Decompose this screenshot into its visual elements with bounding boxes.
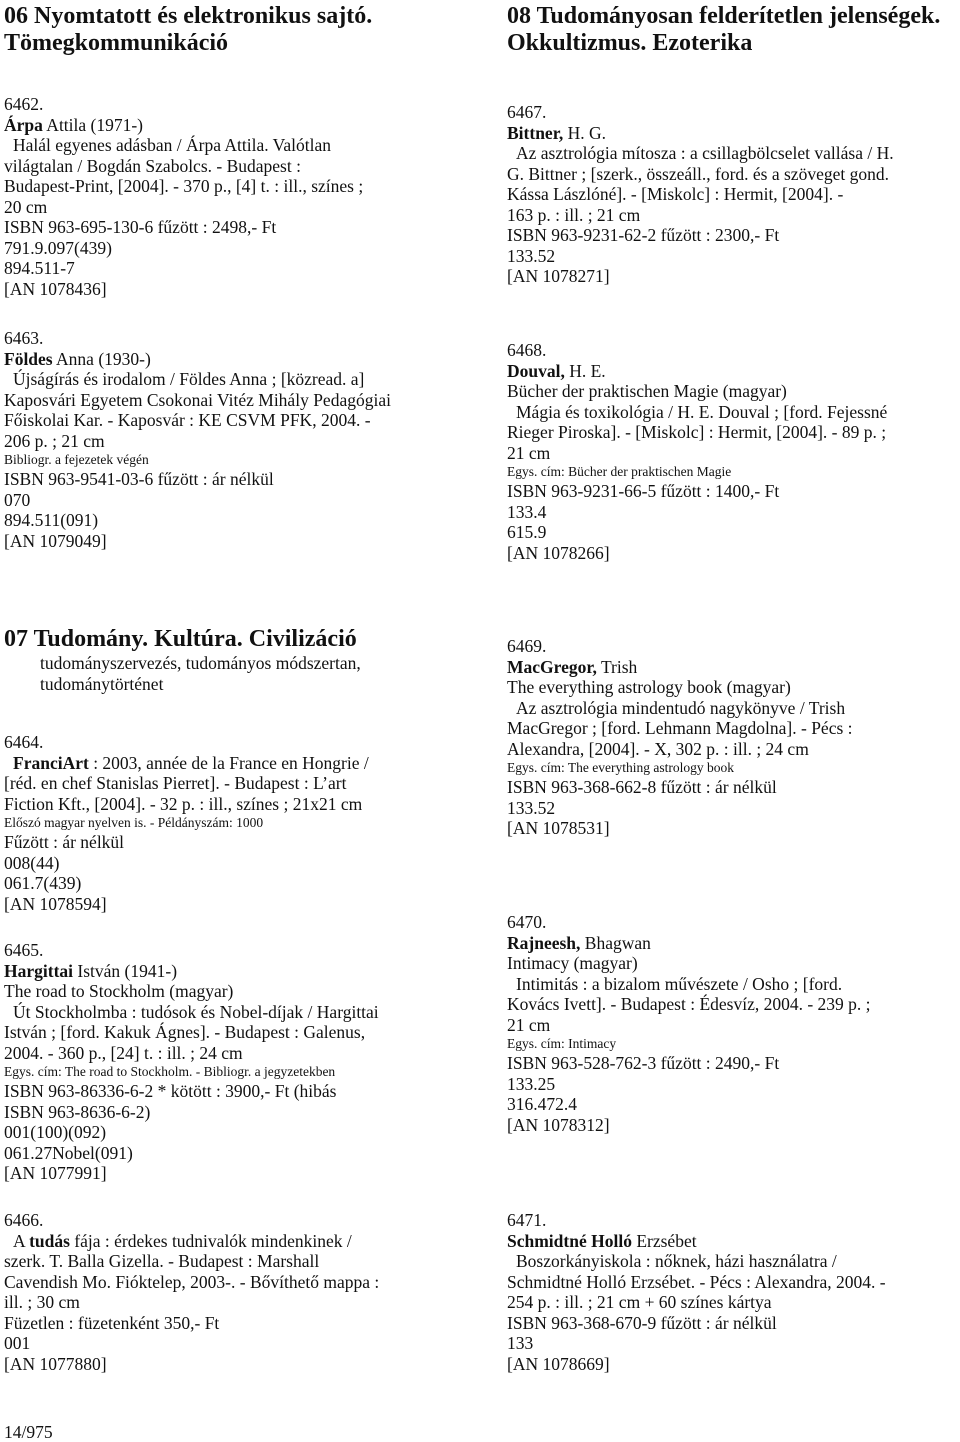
- entry-line: [507, 1074, 960, 1095]
- entry-line: [507, 463, 960, 481]
- catalog-entry-6466: [4, 1210, 459, 1374]
- entry-line: [507, 246, 960, 267]
- entry-line: [507, 502, 960, 523]
- entry-number: [4, 732, 459, 753]
- entry-text: Egys. cím: The everything astrology book: [507, 760, 734, 775]
- entry-line: [4, 1354, 459, 1375]
- entry-line: [507, 225, 960, 246]
- entry-line: [4, 176, 459, 197]
- entry-text: ill. ; 30 cm: [4, 1292, 80, 1312]
- section-heading-06: [4, 3, 372, 57]
- entry-text: Egys. cím: Bücher der praktischen Magie: [507, 464, 732, 479]
- entry-text: 6462.: [4, 94, 44, 114]
- entry-text: 6471.: [507, 1210, 547, 1230]
- entry-text: Rieger Piroska]. - [Miskolc] : Hermit, [2004]. - 89 p. ;: [507, 422, 887, 442]
- entry-text: szerk. T. Balla Gizella. - Budapest : Marshall: [4, 1251, 320, 1271]
- entry-line: [4, 279, 459, 300]
- entry-line: [4, 451, 459, 469]
- entry-line: [4, 1063, 459, 1081]
- entry-number: [507, 340, 960, 361]
- entry-text: 133.4: [507, 501, 547, 522]
- entry-line: [4, 753, 459, 774]
- entry-line: [507, 739, 960, 760]
- section-title-line: Okkultizmus. Ezoterika: [507, 30, 753, 56]
- entry-text: 254 p. : ill. ; 21 cm + 60 színes kártya: [507, 1292, 772, 1312]
- entry-line: [4, 197, 459, 218]
- entry-line: [507, 777, 960, 798]
- entry-line: [4, 115, 459, 136]
- entry-text: [AN 1079049]: [4, 530, 107, 551]
- entry-line: [507, 402, 960, 423]
- entry-text: 6469.: [507, 636, 547, 656]
- entry-line: [507, 381, 960, 402]
- entry-line: [4, 490, 459, 511]
- entry-number: [507, 1210, 960, 1231]
- entry-text: Előszó magyar nyelven is. - Példányszám: 1000: [4, 815, 264, 830]
- entry-line: [4, 258, 459, 279]
- entry-text: [AN 1078271]: [507, 266, 610, 286]
- section-title: 07 Tudomány. Kultúra. Civilizáció: [4, 626, 357, 652]
- entry-text: világtalan / Bogdán Szabolcs. - Budapest :: [4, 155, 301, 176]
- entry-text: Cavendish Mo. Fióktelep, 2003-. - Bővíthető mappa :: [4, 1271, 380, 1292]
- entry-number: [4, 1210, 459, 1231]
- entry-text: 6466.: [4, 1210, 44, 1230]
- entry-heading: FranciArt: [13, 752, 89, 773]
- entry-line: [507, 1333, 960, 1354]
- entry-heading: Földes: [4, 348, 53, 369]
- entry-text: 316.472.4: [507, 1094, 577, 1114]
- entry-text: G. Bittner ; [szerk., összeáll., ford. és a szöveget gond.: [507, 163, 889, 184]
- entry-text: István ; [ford. Kakuk Ágnes]. - Budapest : Galenus,: [4, 1022, 366, 1042]
- entry-line: [507, 522, 960, 543]
- entry-line: [4, 1081, 459, 1102]
- entry-text: ISBN 963-86336-6-2 * kötött : 3900,- Ft (hibás: [4, 1081, 337, 1101]
- entry-line: [507, 1231, 960, 1252]
- entry-line: [507, 1272, 960, 1293]
- page-number: 14/975: [4, 1422, 53, 1442]
- entry-line: [507, 1354, 960, 1375]
- entry-text: Kaposvári Egyetem Csokonai Vitéz Mihály Pedagógiai: [4, 389, 391, 410]
- entry-text: Alexandra, [2004]. - X, 302 p. : ill. ; 24 cm: [507, 738, 809, 759]
- catalog-entry-6467: [507, 102, 960, 287]
- entry-text: H. G.: [563, 122, 607, 143]
- entry-line: [507, 933, 960, 954]
- section-title-line: 08 Tudományosan felderítetlen jelenségek.: [507, 3, 941, 29]
- entry-line: [4, 238, 459, 259]
- entry-text: 001(100)(092): [4, 1122, 107, 1142]
- entry-line: [507, 422, 960, 443]
- entry-line: [4, 410, 459, 431]
- entry-text: Az asztrológia mindentudó nagykönyve / Trish: [516, 697, 846, 718]
- entry-line: [507, 953, 960, 974]
- entry-text: István (1941-): [73, 960, 178, 981]
- entry-line: [507, 443, 960, 464]
- catalog-entry-6465: [4, 940, 459, 1184]
- entry-number: [507, 636, 960, 657]
- entry-text: 894.511-7: [4, 258, 75, 278]
- entry-text: 20 cm: [4, 196, 48, 217]
- entry-text: [réd. en chef Stanislas Pierret]. - Budapest : L’art: [4, 773, 347, 793]
- entry-line: [507, 1115, 960, 1136]
- entry-line: [4, 217, 459, 238]
- entry-text: 21 cm: [507, 442, 551, 463]
- entry-line: [4, 510, 459, 531]
- entry-text: Út Stockholmba : tudósok és Nobel-díjak / Hargittai: [13, 1001, 379, 1022]
- entry-line: [507, 718, 960, 739]
- entry-line: [4, 961, 459, 982]
- entry-line: [4, 894, 459, 915]
- entry-line: [4, 1102, 459, 1123]
- entry-text: [AN 1078436]: [4, 278, 107, 299]
- entry-line: [507, 1313, 960, 1334]
- entry-number: [507, 102, 960, 123]
- entry-heading: MacGregor,: [507, 656, 597, 677]
- entry-text: Boszorkányiskola : nőknek, házi használatra /: [516, 1251, 837, 1271]
- entry-line: [507, 543, 960, 564]
- entry-line: [507, 123, 960, 144]
- entry-text: Bhagwan: [580, 932, 651, 953]
- entry-line: [507, 818, 960, 839]
- section-heading-08: [507, 3, 940, 57]
- catalog-entry-6468: [507, 340, 960, 563]
- entry-line: [4, 369, 459, 390]
- entry-text: 615.9: [507, 522, 547, 542]
- entry-text: Kovács Ivett]. - Budapest : Édesvíz, 2004. - 239 p. ;: [507, 994, 871, 1014]
- entry-text: ISBN 963-368-670-9 fűzött : ár nélkül: [507, 1312, 777, 1333]
- entry-text: ISBN 963-368-662-8 fűzött : ár nélkül: [507, 777, 777, 797]
- entry-text: : 2003, année de la France en Hongrie /: [88, 752, 369, 773]
- entry-text: ISBN 963-9231-62-2 fűzött : 2300,- Ft: [507, 225, 780, 245]
- entry-text: [AN 1078669]: [507, 1353, 610, 1374]
- entry-text: 070: [4, 489, 31, 510]
- entry-text: 133.25: [507, 1073, 556, 1094]
- entry-line: [4, 773, 459, 794]
- entry-line: [4, 135, 459, 156]
- entry-text: ISBN 963-695-130-6 fűzött : 2498,- Ft: [4, 217, 277, 237]
- entry-text: Budapest-Print, [2004]. - 370 p., [4] t. : ill., színes ;: [4, 176, 364, 196]
- entry-line: [4, 814, 459, 832]
- entry-text: The everything astrology book (magyar): [507, 677, 791, 697]
- entry-line: [507, 698, 960, 719]
- entry-text: Kássa Lászlóné]. - [Miskolc] : Hermit, [2004]. -: [507, 184, 844, 204]
- entry-text: 21 cm: [507, 1014, 551, 1035]
- entry-text: Halál egyenes adásban / Árpa Attila. Valótlan: [13, 135, 331, 155]
- entry-text: 6464.: [4, 732, 44, 752]
- entry-line: [507, 994, 960, 1015]
- entry-line: [4, 1231, 459, 1252]
- entry-text: Bibliogr. a fejezetek végén: [4, 452, 149, 467]
- entry-text: Füzetlen : füzetenként 350,- Ft: [4, 1312, 220, 1333]
- entry-line: [4, 156, 459, 177]
- entry-line: [4, 349, 459, 370]
- entry-text: 894.511(091): [4, 510, 99, 530]
- section-heading-07: [4, 626, 361, 695]
- entry-line: [507, 184, 960, 205]
- entry-line: [4, 1143, 459, 1164]
- entry-line: [507, 481, 960, 502]
- entry-heading: Árpa: [4, 114, 43, 135]
- entry-text: The road to Stockholm (magyar): [4, 981, 234, 1001]
- entry-text: Intimitás : a bizalom művészete / Osho ; [ford.: [516, 973, 843, 994]
- entry-line: [4, 873, 459, 894]
- entry-line: [507, 759, 960, 777]
- catalog-entry-6470: [507, 912, 960, 1135]
- entry-line: [507, 1292, 960, 1313]
- entry-heading: Hargittai: [4, 960, 74, 981]
- catalog-entry-6462: [4, 94, 459, 299]
- section-subtitle-line: tudományszervezés, tudományos módszertan,: [40, 653, 361, 673]
- entry-text: Bücher der praktischen Magie (magyar): [507, 381, 787, 401]
- entry-line: [507, 974, 960, 995]
- entry-text: A: [13, 1230, 30, 1251]
- entry-text: 061.7(439): [4, 873, 82, 893]
- entry-text: Fiction Kft., [2004]. - 32 p. : ill., színes ; 21x21 cm: [4, 793, 363, 814]
- entry-line: [507, 677, 960, 698]
- entry-line: [4, 1122, 459, 1143]
- entry-text: ISBN 963-8636-6-2): [4, 1101, 151, 1122]
- entry-line: [507, 205, 960, 226]
- section-title-line: 06 Nyomtatott és elektronikus sajtó.: [4, 3, 373, 29]
- entry-number: [4, 328, 459, 349]
- entry-text: 133.52: [507, 797, 556, 818]
- entry-text: [AN 1078594]: [4, 893, 107, 914]
- entry-line: [507, 361, 960, 382]
- entry-line: [4, 1272, 459, 1293]
- entry-line: [4, 981, 459, 1002]
- entry-text: Egys. cím: The road to Stockholm. - Bibliogr. a jegyzetekben: [4, 1064, 336, 1079]
- entry-line: [507, 1035, 960, 1053]
- entry-text: Főiskolai Kar. - Kaposvár : KE CSVM PFK, 2004. -: [4, 410, 371, 430]
- entry-text: 6463.: [4, 328, 44, 348]
- entry-number: [4, 94, 459, 115]
- entry-text: 061.27Nobel(091): [4, 1142, 133, 1163]
- catalog-entry-6464: [4, 732, 459, 914]
- section-subtitle-line: tudománytörténet: [40, 674, 164, 694]
- entry-line: [4, 1022, 459, 1043]
- entry-text: Az asztrológia mítosza : a csillagbölcselet vallása / H.: [516, 143, 894, 163]
- entry-text: Egys. cím: Intimacy: [507, 1036, 617, 1051]
- entry-text: Anna (1930-): [52, 348, 151, 369]
- entry-text: 001: [4, 1333, 31, 1353]
- entry-text: 6470.: [507, 912, 547, 932]
- entry-text: 163 p. : ill. ; 21 cm: [507, 204, 641, 225]
- entry-text: [AN 1077991]: [4, 1163, 107, 1183]
- entry-line: [507, 798, 960, 819]
- entry-line: [4, 469, 459, 490]
- entry-text: Újságírás és irodalom / Földes Anna ; [közread. a]: [13, 369, 365, 389]
- entry-line: [4, 1292, 459, 1313]
- entry-line: [4, 1163, 459, 1184]
- entry-line: [507, 1015, 960, 1036]
- entry-text: Attila (1971-): [42, 114, 144, 135]
- entry-text: MacGregor ; [ford. Lehmann Magdolna]. - Pécs :: [507, 718, 853, 738]
- entry-text: Erzsébet: [631, 1230, 697, 1251]
- entry-line: [4, 1313, 459, 1334]
- entry-number: [4, 940, 459, 961]
- entry-text: [AN 1078312]: [507, 1114, 610, 1135]
- entry-line: [4, 431, 459, 452]
- entry-line: [4, 832, 459, 853]
- catalog-entry-6471: [507, 1210, 960, 1374]
- entry-line: [4, 1333, 459, 1354]
- entry-text: [AN 1078531]: [507, 818, 610, 838]
- entry-text: [AN 1077880]: [4, 1353, 107, 1374]
- entry-text: 008(44): [4, 852, 60, 873]
- entry-text: Schmidtné Holló Erzsébet. - Pécs : Alexandra, 2004. -: [507, 1271, 886, 1292]
- entry-line: [4, 531, 459, 552]
- entry-line: [507, 143, 960, 164]
- entry-line: [507, 1251, 960, 1272]
- entry-text: 6465.: [4, 940, 44, 960]
- entry-text: 206 p. ; 21 cm: [4, 430, 105, 451]
- entry-heading: Bittner,: [507, 122, 564, 143]
- entry-line: [507, 266, 960, 287]
- entry-line: [507, 657, 960, 678]
- entry-heading: Schmidtné Holló: [507, 1230, 632, 1251]
- entry-line: [4, 390, 459, 411]
- entry-text: 6468.: [507, 340, 547, 360]
- entry-text: ISBN 963-9541-03-6 fűzött : ár nélkül: [4, 469, 274, 489]
- entry-text: 791.9.097(439): [4, 237, 112, 258]
- entry-line: [507, 1094, 960, 1115]
- entry-line: [507, 1053, 960, 1074]
- section-title-line: Tömegkommunikáció: [4, 30, 229, 56]
- entry-heading: Douval,: [507, 360, 565, 381]
- entry-heading: tudás: [29, 1230, 70, 1251]
- entry-text: H. E.: [564, 360, 606, 381]
- entry-text: fája : érdekes tudnivalók mindenkinek /: [69, 1230, 352, 1251]
- entry-text: 2004. - 360 p., [24] t. : ill. ; 24 cm: [4, 1042, 243, 1063]
- entry-line: [4, 1043, 459, 1064]
- entry-text: [AN 1078266]: [507, 542, 610, 563]
- entry-line: [4, 1002, 459, 1023]
- entry-text: 133.52: [507, 245, 556, 266]
- catalog-entry-6469: [507, 636, 960, 839]
- entry-line: [4, 1251, 459, 1272]
- entry-text: 133: [507, 1333, 534, 1353]
- catalog-entry-6463: [4, 328, 459, 551]
- entry-text: ISBN 963-528-762-3 fűzött : 2490,- Ft: [507, 1053, 780, 1073]
- entry-text: Intimacy (magyar): [507, 953, 638, 973]
- entry-number: [507, 912, 960, 933]
- entry-text: Fűzött : ár nélkül: [4, 832, 125, 852]
- entry-heading: Rajneesh,: [507, 932, 581, 953]
- entry-text: Mágia és toxikológia / H. E. Douval ; [ford. Fejessné: [516, 401, 888, 422]
- entry-line: [4, 853, 459, 874]
- entry-line: [507, 164, 960, 185]
- entry-text: 6467.: [507, 102, 547, 122]
- entry-line: [4, 794, 459, 815]
- entry-text: ISBN 963-9231-66-5 fűzött : 1400,- Ft: [507, 481, 780, 501]
- entry-text: Trish: [596, 656, 638, 677]
